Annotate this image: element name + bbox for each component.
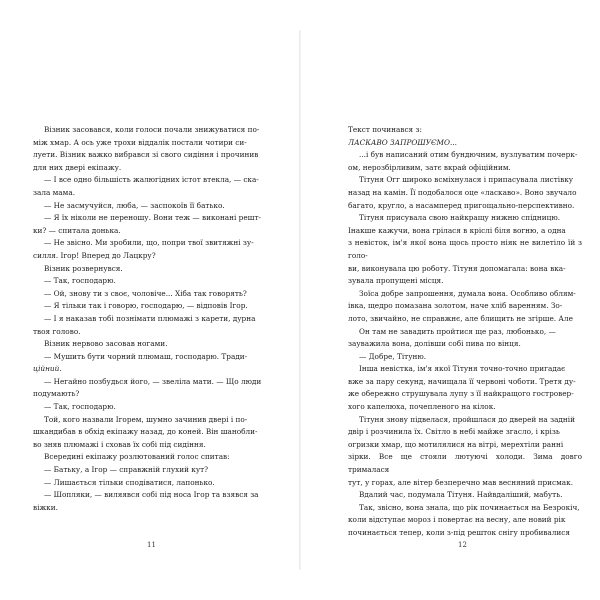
text-line: багато, кругло, а насамперед пригощально-перспективно.: [348, 200, 575, 210]
text-line: зала мама.: [33, 187, 76, 197]
text-line: — І все одно більшість жалюгідних істот втекла, — ска-: [44, 175, 259, 185]
text-line: назад на камін. Її подобалося оце «ласкаво». Воно звучало: [348, 187, 577, 197]
text-line: — Добре, Тітуню.: [359, 351, 427, 361]
text-line: віжки.: [33, 502, 58, 512]
text-line: лото, звичайно, не справжнє, але блищить не згірше. Але: [348, 313, 573, 323]
text-line: — Негайно позбудься його, — звеліла мати. — Що люди: [44, 376, 262, 386]
text-line: двір і розчинила їх. Світло в небі майже згасло, і крізь: [348, 427, 560, 437]
text-line: ви, виконувала цю роботу. Тітуня допомагала: вона вка-: [348, 263, 566, 273]
text-line: між хмар. А ось уже трохи віддалік постали чотири си-: [33, 137, 247, 147]
text-line: огризки хмар, що мотилялися на вітрі, мерехтіли ранні: [348, 439, 564, 449]
text-line: тут, у горах, але вітер безперечно мав весняний присмак.: [348, 477, 574, 487]
text-line: — Ой, знову ти з своє, чоловіче... Хіба так говорять?: [44, 288, 247, 298]
text-line: починається тепер, коли з-під решток снігу пробивалися: [348, 528, 570, 537]
text-line: подумають?: [33, 389, 80, 399]
text-line: Інша невістка, ім'я якої Тітуня точно-точно пригадає: [359, 364, 566, 374]
text-line: Візник засовався, коли голоси почали знижуватися по-: [44, 125, 260, 134]
text-line: зауважила вона, долівши собі пива по вінця.: [348, 339, 521, 349]
text-line: з невісток, ім'я якої вона щось просто ніяк не вилетіло їй з голо-: [348, 238, 582, 260]
text-line: івка, щедро помазана золотом, наче хліб варенням. Зо-: [348, 301, 563, 311]
text-line: — Так, господарю.: [44, 276, 116, 286]
text-line: — Я їх ніколи не переношу. Вони теж — виконані решт-: [44, 213, 261, 223]
text-line: коли відступає мороз і повертає на весну, але новий рік: [348, 515, 566, 525]
text-line: Текст починався з:: [348, 125, 422, 134]
text-line: же обережно струшувала лупу з її найкращого гостровер-: [348, 389, 574, 399]
right-page: [348, 124, 582, 537]
text-line: ки? — спитала донька.: [33, 225, 121, 235]
text-line: Так, звісно, вона знала, що рік починається на Безрокіч,: [359, 502, 580, 512]
text-line: хого капелюха, почепленого на кілок.: [348, 402, 496, 412]
text-line: — Лишається тільки сподіватися, лапонько.: [44, 477, 215, 487]
text-line: — Я тільки так і говорю, господарю, — відповів Ігор.: [44, 301, 248, 311]
text-line: силля. Ігор! Вперед до Лацкру?: [33, 250, 156, 260]
text-line: шкандибав в обхід екіпажу назад, до коней. Він шанобли-: [33, 427, 258, 437]
text-line: для них двері екіпажу.: [33, 162, 122, 172]
text-line: во зняв плюмажі і сховав їх собі під сидіння.: [33, 439, 206, 449]
text-line: — Мушить бути чорний плюмаш, господарю. Тради-: [44, 351, 248, 361]
text-line: зірки. Все ще стояли лютуючі холоди. Зима довго трималася: [348, 452, 582, 475]
text-line: Тітуня присувала свою найкращу нижню спідницю.: [359, 213, 561, 223]
text-line: Візник розвернувся.: [44, 263, 123, 273]
text-line: ом, нерозбірливим, затє вкрай офіційним.: [348, 162, 511, 172]
text-line: вже за пару секунд, начищала її червоні чоботи. Третя ду-: [348, 376, 576, 386]
page-number-right: 12: [458, 541, 467, 549]
text-line: Вдалий час, подумала Тітуня. Найвдаліший, мабуть.: [359, 490, 563, 500]
text-line: ційний.: [33, 364, 62, 374]
book-gutter: [299, 30, 301, 570]
text-line: Зоїса добре запрошення, думала вона. Особливо облям-: [359, 288, 576, 298]
text-line: Тітуня знову підвелася, пройшлася до дверей на задній: [359, 414, 575, 424]
text-line: ЛАСКАВО ЗАПРОШУЄМО...: [348, 137, 457, 147]
text-line: Он там не завадить пройтися ще раз, любонько, —: [359, 326, 556, 336]
text-line: твоя голово.: [33, 326, 81, 336]
text-line: — І я наказав тобі познімати плюмажі з карети, дурна: [44, 313, 256, 323]
text-line: — Так, господарю.: [44, 402, 116, 412]
text-line: — Не звісно. Ми зробили, що, попри твої звитяжні зу-: [44, 238, 254, 248]
text-line: ...і був написаний отим бундючним, вузлуватим почерк-: [359, 150, 578, 160]
text-line: — Шопляки, — виляявся собі під носа Ігор та взявся за: [44, 490, 259, 500]
text-line: Всередині екіпажу розлютований голос спитав:: [44, 452, 230, 462]
text-line: Той, кого назвали Ігорем, шумно зачинив двері і по-: [44, 414, 248, 424]
text-line: Інакше кажучи, вона грілася в кріслі біля вогню, а одна: [348, 225, 566, 235]
left-page: [33, 124, 269, 514]
text-line: луети. Візник важко вибрався зі свого сидіння і прочинив: [33, 150, 259, 160]
text-line: Тітуня Огг широко всміхнулася і припасувала листівку: [359, 175, 574, 185]
text-line: зувала пропущені місця.: [348, 276, 444, 286]
text-line: — Батьку, а Ігор — справжній глухий кут?: [44, 465, 209, 475]
text-line: — Не засмучуйся, люба, — заспокоїв її батько.: [44, 200, 225, 210]
text-line: Візник нервово засовав ногами.: [44, 339, 168, 349]
page-number-left: 11: [147, 541, 156, 549]
